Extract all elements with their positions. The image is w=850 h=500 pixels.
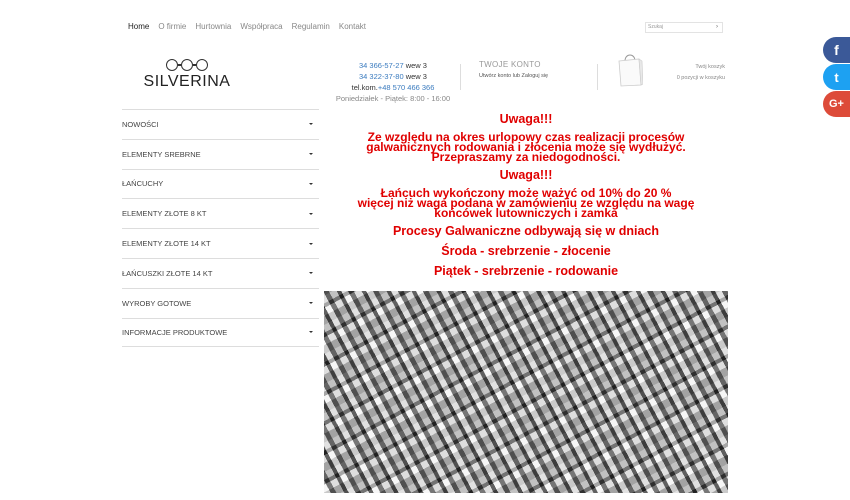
- logo-name: SILVERINA: [143, 73, 231, 90]
- cart-summary[interactable]: [655, 62, 725, 84]
- twitter-icon[interactable]: t: [823, 64, 850, 90]
- notice-line: Łańcuch wykończony może ważyć od 10% do 20 %: [380, 186, 672, 200]
- nav-wspolpraca[interactable]: Współpraca: [240, 22, 283, 31]
- nav-hurtownia[interactable]: Hurtownia: [195, 22, 232, 31]
- top-navigation: [128, 22, 375, 31]
- phone-1[interactable]: 34 366-57-27: [359, 61, 404, 70]
- sidebar-item-label: ELEMENTY SREBRNE: [122, 149, 201, 159]
- account-title: TWOJE KONTO: [479, 60, 541, 69]
- notice-line: Ze względu na okres urlopowy czas realizacji procesów: [367, 130, 685, 144]
- search-arrow-icon[interactable]: ›: [716, 24, 718, 30]
- sidebar-item-label: WYROBY GOTOWE: [122, 298, 192, 308]
- sidebar-item-wyroby-gotowe[interactable]: [122, 288, 319, 318]
- google-plus-icon[interactable]: G+: [823, 91, 850, 117]
- nav-regulamin[interactable]: Regulamin: [291, 22, 330, 31]
- sidebar-item-label: ELEMENTY ZŁOTE 14 KT: [122, 239, 211, 249]
- divider: [597, 64, 598, 90]
- notice-friday: Piątek - srebrzenie - rodowanie: [433, 264, 619, 278]
- sidebar-item-label: NOWOŚCI: [122, 119, 159, 129]
- sidebar-item-label: INFORMACJE PRODUKTOWE: [122, 327, 228, 337]
- sidebar-item-elementy-zlote-8kt[interactable]: [122, 198, 319, 228]
- search-input[interactable]: [645, 22, 723, 33]
- notice-line: końcówek lutowniczych i zamka: [434, 206, 618, 220]
- sidebar-item-nowosci[interactable]: [122, 109, 319, 139]
- sidebar-item-label: ŁAŃCUCHY: [122, 179, 164, 189]
- caret-down-icon: [309, 153, 313, 155]
- phone-2-ext: wew 3: [405, 72, 427, 81]
- nav-kontakt[interactable]: Kontakt: [338, 22, 366, 31]
- notice-block: [324, 112, 728, 278]
- sidebar-item-label: ŁAŃCUSZKI ZŁOTE 14 KT: [122, 268, 213, 278]
- notice-warning-2: Uwaga!!!: [499, 168, 553, 182]
- notice-galvanic-days: Procesy Galwaniczne odbywają się w dniach: [392, 224, 660, 238]
- cart-title: Twój koszyk: [695, 64, 725, 70]
- mobile-phone[interactable]: +48 570 466 366: [377, 83, 435, 92]
- caret-down-icon: [309, 331, 313, 333]
- phone-1-ext: wew 3: [405, 61, 427, 70]
- notice-warning-1: Uwaga!!!: [499, 112, 553, 126]
- caret-down-icon: [309, 183, 313, 185]
- divider: [460, 64, 461, 90]
- notice-line: galwanicznych rodowania i złocenia może się wydłużyć.: [366, 140, 686, 154]
- caret-down-icon: [309, 213, 313, 215]
- notice-line: więcej niż waga podana w zamówieniu ze względu na wagę: [357, 196, 695, 210]
- caret-down-icon: [309, 123, 313, 125]
- notice-wednesday: Środa - srebrzenie - złocenie: [441, 244, 611, 258]
- sidebar-item-informacje-produktowe[interactable]: [122, 318, 319, 348]
- shopping-bag-icon[interactable]: [617, 51, 643, 87]
- phone-2[interactable]: 34 322-37-80: [359, 72, 404, 81]
- sidebar-item-lancuszki-zlote-14kt[interactable]: [122, 258, 319, 288]
- caret-down-icon: [309, 243, 313, 245]
- facebook-icon[interactable]: f: [823, 37, 850, 63]
- sidebar-item-lancuchy[interactable]: [122, 169, 319, 199]
- mobile-label: tel.kom.: [351, 83, 378, 92]
- category-sidebar: [122, 109, 319, 347]
- nav-home[interactable]: Home: [128, 22, 150, 31]
- opening-hours: Poniedziałek - Piątek: 8:00 - 16:00: [335, 94, 451, 103]
- caret-down-icon: [309, 272, 313, 274]
- logo-rings-icon: [142, 58, 232, 72]
- cart-status: 0 pozycji w koszyku: [676, 75, 725, 81]
- contact-info: [330, 60, 456, 104]
- search-placeholder: Szukaj: [648, 24, 664, 30]
- notice-line: Przepraszamy za niedogodności.: [431, 150, 621, 164]
- sidebar-item-elementy-zlote-14kt[interactable]: [122, 228, 319, 258]
- login-link[interactable]: Zaloguj się: [521, 73, 549, 79]
- create-account-link[interactable]: Utwórz konto: [479, 73, 512, 79]
- site-logo[interactable]: [142, 58, 232, 91]
- caret-down-icon: [309, 302, 313, 304]
- nav-o-firmie[interactable]: O firmie: [158, 22, 187, 31]
- chain-banner-image: [324, 291, 728, 493]
- account-or: lub: [512, 73, 520, 79]
- sidebar-item-elementy-srebrne[interactable]: [122, 139, 319, 169]
- sidebar-item-label: ELEMENTY ZŁOTE 8 KT: [122, 209, 207, 219]
- account-box: [479, 60, 548, 79]
